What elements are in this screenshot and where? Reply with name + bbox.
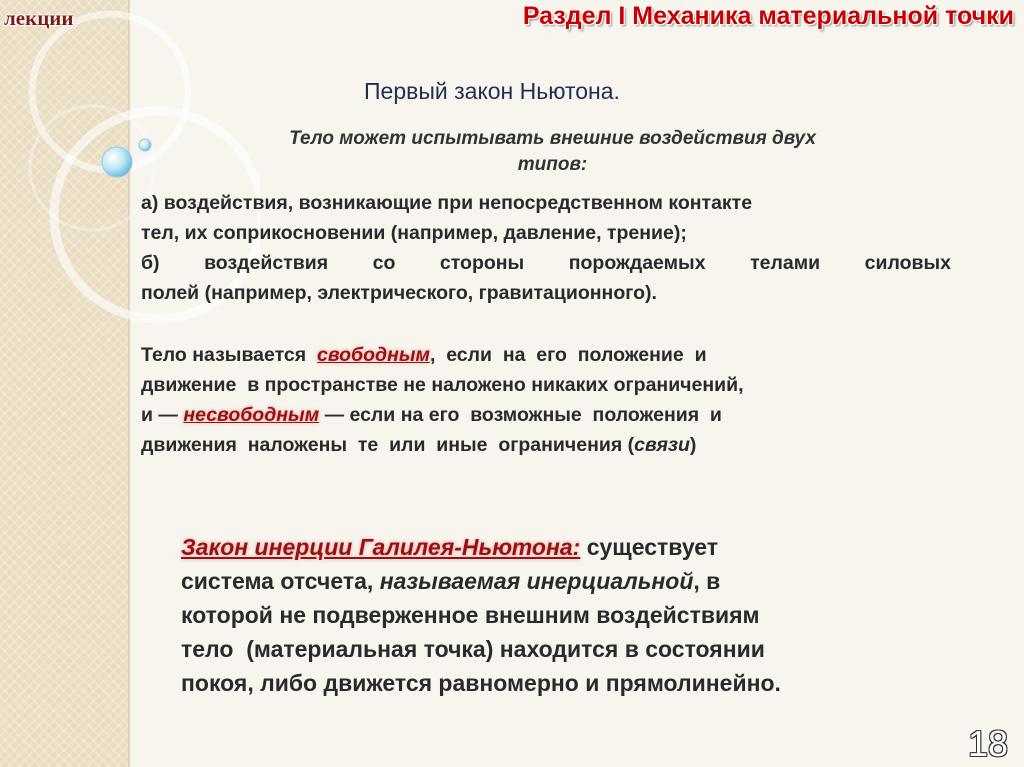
- law-line-3: которой не подверженное внешним воздействиям: [181, 602, 760, 628]
- slide-title: Первый закон Ньютона.: [364, 78, 620, 104]
- free-body-definition: [141, 340, 951, 460]
- law-line-1-rest: существует: [580, 534, 719, 560]
- free-line-2: движение в пространстве не наложено никаких ограничений,: [141, 374, 744, 396]
- law-heading: Закон инерции Галилея-Ньютона:: [181, 534, 581, 560]
- law-line-1: [181, 530, 941, 564]
- law-line-2-rest: , в: [693, 568, 721, 594]
- type-a-line-1: а) воздействия, возникающие при непосредственном контакте: [141, 192, 753, 214]
- type-b-line-2: полей (например, электрического, гравитационного).: [141, 282, 657, 304]
- free-line-1-rest: , если на его положение и: [429, 344, 707, 366]
- type-b-line-1: б) воздействия со стороны порождаемых телами силовых: [141, 252, 951, 274]
- law-line-4: тело (материальная точка) находится в состоянии: [181, 636, 765, 662]
- term-constraints: связи: [634, 434, 690, 456]
- free-line-1: [141, 340, 951, 370]
- intro-line-2: типов:: [517, 154, 588, 175]
- type-a-line-2: тел, их соприкосновении (например, давление, трение);: [141, 222, 687, 244]
- free-line-4-text: движения наложены те или иные ограничения (: [141, 434, 635, 456]
- term-non-free: несвободным: [183, 404, 320, 426]
- intro-line-1: Тело может испытывать внешние воздействия двух: [289, 128, 816, 149]
- law-line-5: покоя, либо движется равномерно и прямолинейно.: [181, 670, 781, 696]
- blue-bubble-large: [102, 147, 132, 177]
- law-line-2: [181, 564, 941, 598]
- intro-text: [185, 126, 920, 178]
- term-free: свободным: [316, 344, 430, 366]
- inertia-law: [181, 530, 941, 700]
- interaction-types: [141, 188, 951, 308]
- free-line-3: [141, 400, 951, 430]
- term-inertial: называемая инерциальной: [379, 568, 694, 594]
- free-line-4-rest: ): [689, 434, 697, 456]
- free-line-3-rest: — если на его возможные положения и: [324, 404, 722, 426]
- lectures-label: лекции: [4, 6, 74, 30]
- free-line-4: [141, 430, 951, 460]
- law-line-2-text: система отсчета,: [181, 568, 380, 594]
- blue-bubble-small: [139, 139, 151, 151]
- free-line-3-text: и —: [141, 404, 178, 426]
- free-line-1-text: Тело называется: [141, 344, 307, 366]
- section-title: Раздел I Механика материальной точки: [522, 2, 1014, 30]
- page-number: 18: [967, 723, 1008, 764]
